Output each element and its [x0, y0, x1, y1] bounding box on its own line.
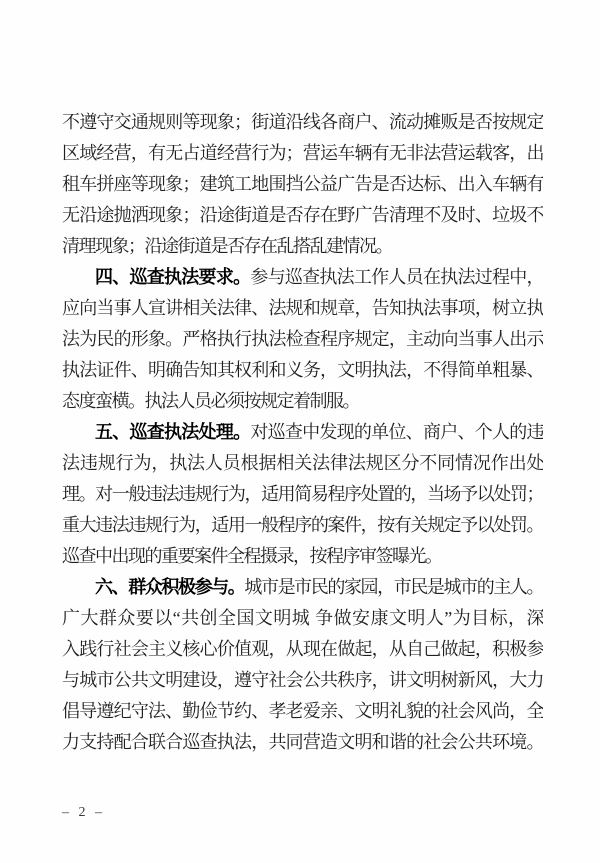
paragraph-section-4	[62, 262, 543, 417]
footer-page-number: – 2 –	[62, 805, 105, 820]
paragraph-continuation	[62, 107, 543, 262]
paragraph-section-5	[62, 417, 543, 572]
body-line	[62, 572, 543, 603]
body-line: 入践行社会主义核心价值观，从现在做起，从自己做起，积极参	[62, 639, 543, 659]
body-line: 无沿途抛洒现象；沿途街道是否存在野广告清理不及时、垃圾不	[62, 205, 543, 225]
paragraph-section-6	[62, 572, 543, 758]
body-line: 不遵守交通规则等现象；街道沿线各商户、流动摊贩是否按规定	[62, 112, 543, 132]
body-line: 倡导遵纪守法、勤俭节约、孝老爱亲、文明礼貌的社会风尚，全	[62, 701, 543, 721]
body-line: 应向当事人宣讲相关法律、法规和规章，告知执法事项，树立执	[62, 298, 543, 318]
section-first-line-text: 参与巡查执法工作人员在执法过程中，	[250, 267, 543, 287]
section-heading: 六、群众积极参与。	[95, 577, 245, 597]
body-line	[62, 417, 543, 448]
body-line: 法为民的形象。严格执行执法检查程序规定，主动向当事人出示	[62, 329, 543, 349]
body-line: 态度蛮横。执法人员必须按规定着制服。	[62, 391, 359, 411]
body-line: 理。对一般违法违规行为，适用简易程序处置的，当场予以处罚；	[62, 484, 543, 504]
body-line: 法违规行为，执法人员根据相关法律法规区分不同情况作出处	[62, 453, 543, 473]
body-line: 区域经营，有无占道经营行为；营运车辆有无非法营运载客，出	[62, 143, 543, 163]
body-line: 执法证件、明确告知其权利和义务，文明执法，不得简单粗暴、	[62, 360, 543, 380]
section-heading: 四、巡查执法要求。	[95, 267, 251, 287]
body-line: 与城市公共文明建设，遵守社会公共秩序，讲文明树新风，大力	[62, 670, 543, 690]
section-first-line-text: 对巡查中发现的单位、商户、个人的违	[250, 422, 543, 442]
section-first-line-text: 城市是市民的家园，市民是城市的主人。	[244, 577, 543, 597]
body-line: 重大违法违规行为，适用一般程序的案件，按有关规定予以处罚。	[62, 515, 543, 535]
body-line	[62, 262, 543, 293]
body-line: 广大群众要以“共创全国文明城 争做安康文明人”为目标，深	[62, 608, 543, 628]
body-line: 清理现象；沿途街道是否存在乱搭乱建情况。	[62, 236, 392, 256]
body-line: 巡查中出现的重要案件全程摄录，按程序审签曝光。	[62, 546, 442, 566]
body-line: 力支持配合联合巡查执法，共同营造文明和谐的社会公共环境。	[62, 732, 543, 752]
body-line: 租车拼座等现象；建筑工地围挡公益广告是否达标、出入车辆有	[62, 174, 543, 194]
document-body	[62, 107, 543, 758]
section-heading: 五、巡查执法处理。	[95, 422, 251, 442]
